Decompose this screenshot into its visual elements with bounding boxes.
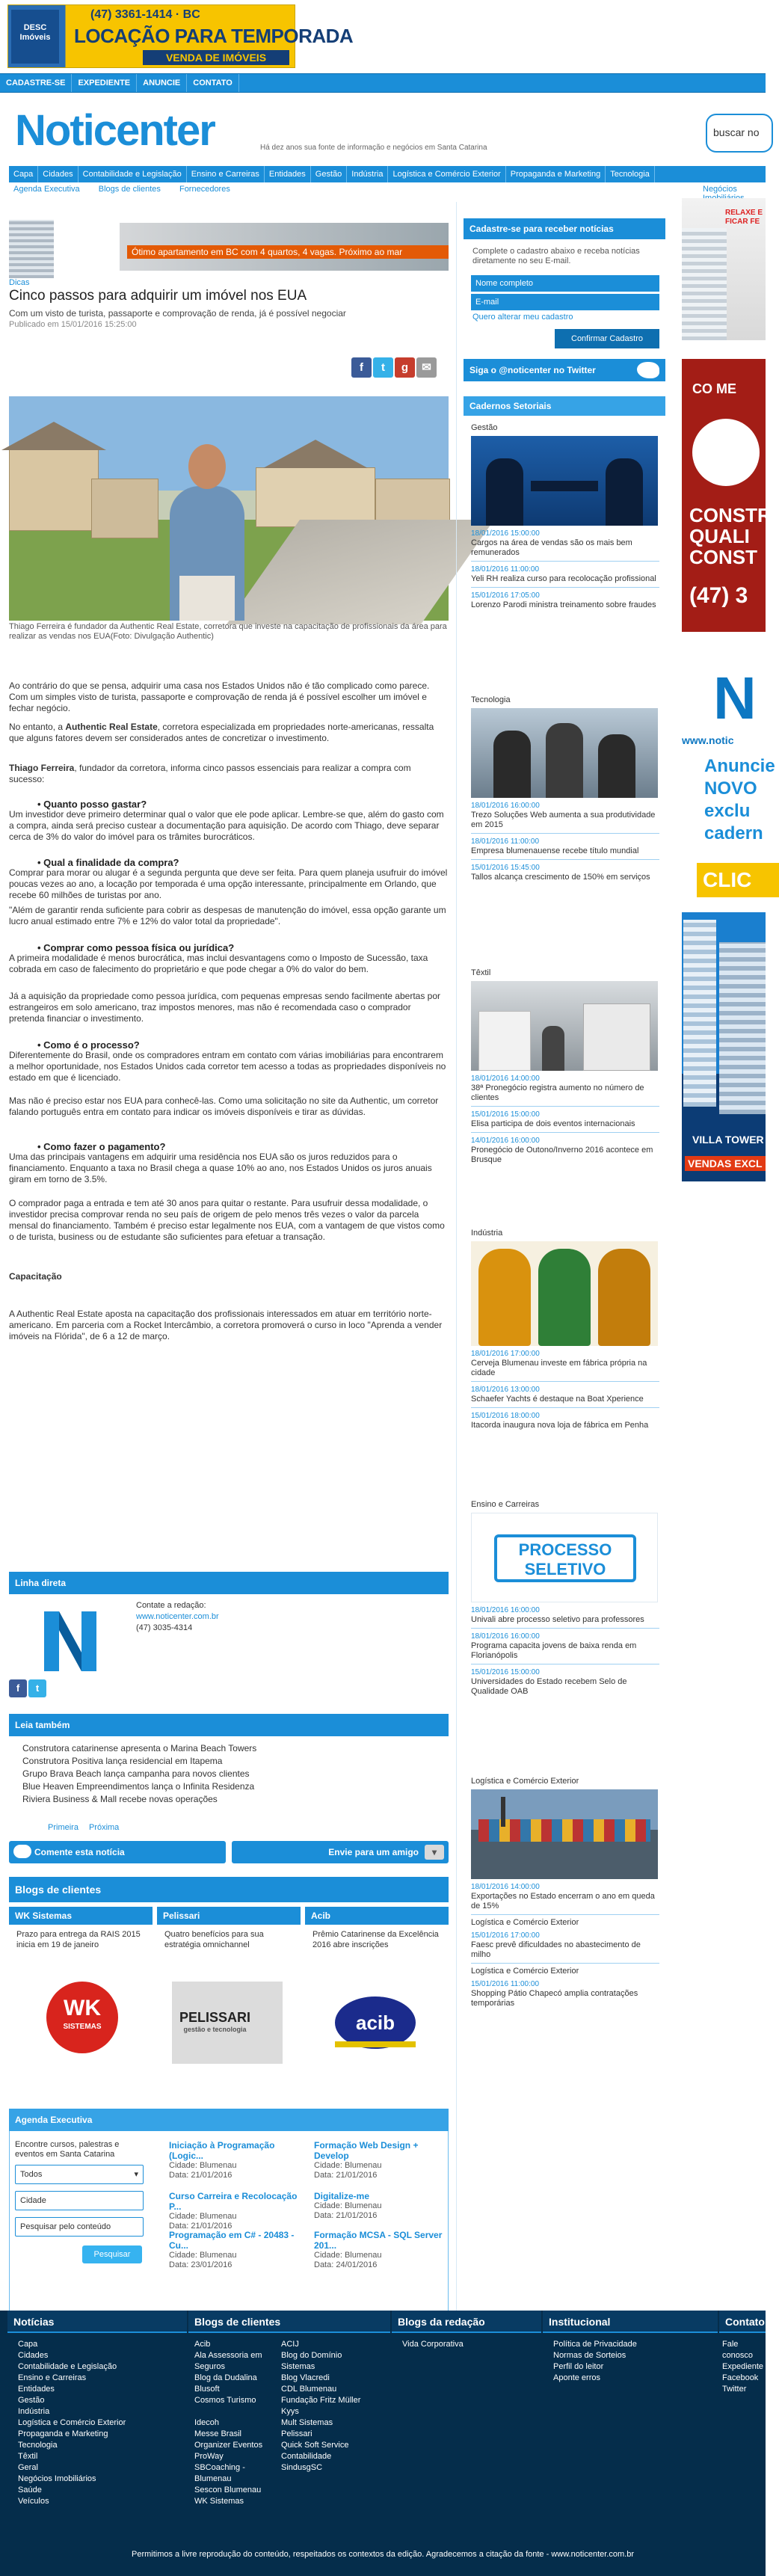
send-label: Envie para um amigo	[328, 1847, 419, 1857]
news-title[interactable]: Programa capacita jovens de baixa renda em Florianópolis	[471, 1641, 637, 1660]
event-city: Cidade: Blumenau	[169, 2212, 237, 2221]
news-date: 18/01/2016 15:00:00	[471, 529, 540, 538]
news-title[interactable]: Faesc prevê dificuldades no abastecimento de milho	[471, 1940, 641, 1959]
article-paragraph: A primeira modalidade é menos burocrática, mas inclui desvantagens como o Imposto de Sucessão, taxa cobrada em caso de falecimento do proprietário e que pode chegar a 0% do valor do bem.	[9, 953, 428, 974]
select-value: Todos	[20, 2170, 43, 2179]
article-paragraph: Uma das principais vantagens em adquirir uma residência nos EUA são os juros reduzidos para o financiamento. Enquanto a taxa no Brasil chega a quase 10% ao ano, nos Estados Unidos os juros anuais giram em torno de 3.5%.	[9, 1152, 432, 1184]
processo-seletivo-image[interactable]	[471, 1513, 658, 1602]
email-icon[interactable]: ✉	[416, 357, 437, 378]
person-name: Thiago Ferreira	[9, 763, 75, 773]
cat-contabilidade[interactable]: Contabilidade e Legislação	[78, 166, 187, 182]
linha-direta-heading: Linha direta	[9, 1572, 449, 1594]
footer-link[interactable]: SindusgSC	[281, 2463, 323, 2472]
facebook-icon[interactable]: f	[9, 1679, 27, 1697]
footer-link[interactable]: Gestão	[18, 2396, 45, 2405]
event-city: Cidade: Blumenau	[169, 2161, 237, 2170]
footer-heading: Blogs da redação	[392, 2311, 541, 2333]
beer-bottles-photo[interactable]	[471, 1241, 658, 1346]
footer-link[interactable]: Propaganda e Marketing	[18, 2429, 108, 2438]
news-title[interactable]: 38ª Pronegócio registra aumento no número de clientes	[471, 1083, 644, 1102]
blog-name[interactable]: Acib	[305, 1907, 449, 1925]
sector-title[interactable]: Têxtil	[471, 968, 491, 977]
footer-link[interactable]: Quick Soft Service	[281, 2441, 349, 2450]
agenda-heading: Agenda Executiva	[9, 2109, 449, 2131]
q-text: Quanto posso gastar?	[43, 799, 147, 810]
footer-link[interactable]: Indústria	[18, 2407, 50, 2416]
blogs-heading: Blogs de clientes	[9, 1877, 449, 1902]
event-title[interactable]: Programação em C# - 20483 - Cu...	[169, 2230, 295, 2251]
leia-tambem-heading: Leia também	[9, 1714, 449, 1736]
news-date: 15/01/2016 15:00:00	[471, 1110, 540, 1119]
footer-heading: Blogs de clientes	[188, 2311, 390, 2333]
footer-link[interactable]: CDL Blumenau	[281, 2385, 337, 2394]
news-title[interactable]: Empresa blumenauense recebe título mundial	[471, 846, 639, 855]
event-date: Data: 21/01/2016	[169, 2171, 233, 2180]
footer-link[interactable]: Tecnologia	[18, 2441, 58, 2450]
footer-link[interactable]: Negócios Imobiliários	[18, 2474, 96, 2483]
event-item[interactable]	[169, 2140, 304, 2180]
news-title[interactable]: Tallos alcança crescimento de 150% em serviços	[471, 873, 650, 882]
footer-link[interactable]: Cidades	[18, 2351, 49, 2360]
nav-expediente[interactable]: EXPEDIENTE	[72, 74, 137, 92]
event-date: Data: 24/01/2016	[314, 2260, 378, 2269]
event-title[interactable]: Formação MCSA - SQL Server 201...	[314, 2230, 443, 2251]
news-title[interactable]: Shopping Pátio Chapecó amplia contratações temporárias	[471, 1989, 638, 2008]
news-title[interactable]: Universidades do Estado recebem Selo de Qualidade OAB	[471, 1677, 627, 1696]
news-title[interactable]: Itacorda inaugura nova loja de fábrica em Penha	[471, 1421, 649, 1430]
event-title[interactable]: Digitalize-me	[314, 2191, 370, 2201]
contact-phone: (47) 3035-4314	[136, 1623, 193, 1632]
sector-title[interactable]: Ensino e Carreiras	[471, 1500, 540, 1509]
speech-bubble-icon	[13, 1845, 31, 1858]
ad-subheadline: VENDA DE IMÓVEIS	[143, 50, 289, 65]
text: , corretora especializada em propriedades norte-americanas, ressalta que alguns fatores devem ser considerados antes de concretizar o investimento.	[9, 722, 434, 743]
footer-link[interactable]: Saúde	[18, 2486, 42, 2494]
text: No entanto, a	[9, 722, 66, 732]
footer-link[interactable]: Veículos	[18, 2497, 49, 2506]
news-title[interactable]: Cargos na área de vendas são os mais bem remunerados	[471, 538, 632, 557]
article-paragraph: Comprar para morar ou alugar é a segunda pergunta que deve ser feita. Para quem planeja usufruir do imóvel poucas vezes ao ano, a locação por temporada é uma opção interessante, principalmente em Orlando, que recebe 60 milhões de turistas por ano.	[9, 867, 448, 900]
footer-heading: Notícias	[7, 2311, 187, 2333]
article-paragraph	[9, 763, 449, 785]
blog-card[interactable]	[9, 1907, 153, 2086]
first-page-link[interactable]: Primeira	[48, 1823, 78, 1832]
cat-ensino[interactable]: Ensino e Carreiras	[187, 166, 265, 182]
cat-industria[interactable]: Indústria	[347, 166, 388, 182]
footer-heading: Institucional	[543, 2311, 718, 2333]
ad-headline: LOCAÇÃO PARA TEMPORADA	[74, 25, 354, 47]
event-date: Data: 21/01/2016	[169, 2222, 233, 2231]
news-date: 15/01/2016 15:45:00	[471, 864, 540, 872]
wk-sistemas-logo	[24, 1982, 135, 2064]
footer-link[interactable]: Blog do Domínio Sistemas	[281, 2351, 342, 2371]
article-subtitle: Com um visto de turista, passaporte e comprovação de renda, já é possível negociar	[9, 308, 346, 319]
footer-link[interactable]: Política de Privacidade	[553, 2340, 637, 2349]
footer-link[interactable]: Cosmos Turismo	[194, 2396, 256, 2405]
acib-logo-text: acib	[335, 1996, 416, 2049]
footer-link[interactable]: Blog da Dudalina	[194, 2373, 257, 2382]
cat-logistica[interactable]: Logística e Comércio Exterior	[388, 166, 505, 182]
subnav-blogs[interactable]: Blogs de clientes	[98, 185, 161, 194]
copyright-notice: Permitimos a livre reprodução do conteúdo, respeitados os contextos da edição. Agradecemos a citação da fonte - www.noticenter.com.br	[132, 2550, 634, 2559]
search-input[interactable]: buscar no	[706, 114, 773, 153]
blog-card[interactable]	[157, 1907, 301, 2086]
footer-link[interactable]: Pelissari	[281, 2429, 312, 2438]
newsletter-heading: Cadastre-se para receber notícias	[464, 218, 665, 239]
newsletter-email-input[interactable]: E-mail	[471, 294, 659, 310]
sector-block-gestao	[471, 423, 659, 610]
sector-block-tecnologia	[471, 695, 659, 882]
nav-anuncie[interactable]: ANUNCIE	[137, 74, 187, 92]
subnav-agenda[interactable]: Agenda Executiva	[13, 185, 80, 194]
newsletter-intro: Complete o cadastro abaixo e receba notícias diretamente no seu E-mail.	[472, 247, 640, 265]
sector-title[interactable]: Logística e Comércio Exterior	[471, 1918, 579, 1927]
news-date: 18/01/2016 13:00:00	[471, 1386, 540, 1394]
footer-link[interactable]: Ala Assessoria em Seguros	[194, 2351, 262, 2371]
footer-link[interactable]: Fundação Fritz Müller	[281, 2396, 361, 2405]
related-list	[22, 1742, 441, 1806]
apartment-ad-text: Ótimo apartamento em BC com 4 quartos, 4 vagas. Próximo ao mar	[127, 245, 449, 259]
event-title[interactable]: Curso Carreira e Recolocação P...	[169, 2191, 298, 2212]
related-item[interactable]: Construtora Positiva lança residencial em Itapema	[22, 1756, 223, 1766]
wk-logo-text: WK	[64, 1996, 101, 2020]
question-heading: • Comprar como pessoa física ou jurídica?	[37, 942, 235, 953]
noticenter-n-logo	[40, 1608, 100, 1675]
agenda-search-input[interactable]: Pesquisar pelo conteúdo	[15, 2217, 144, 2237]
publish-date: Publicado em 15/01/2016 15:25:00	[9, 320, 137, 329]
footer-link[interactable]: Perfil do leitor	[553, 2362, 604, 2371]
blog-text[interactable]: Quatro benefícios para sua estratégia omnichannel	[164, 1930, 264, 1949]
article-paragraph	[9, 722, 449, 744]
nav-cadastre[interactable]: CADASTRE-SE	[0, 74, 72, 92]
news-date: 18/01/2016 17:00:00	[471, 1350, 540, 1358]
event-item[interactable]	[314, 2140, 449, 2180]
ad-phone: (47) 3	[689, 583, 748, 608]
footer-link[interactable]: Organizer Eventos	[194, 2441, 263, 2450]
news-date: 18/01/2016 16:00:00	[471, 1606, 540, 1614]
footer-link[interactable]: Messe Brasil	[194, 2429, 241, 2438]
ad-url: www.notic	[682, 734, 734, 746]
twitter-icon[interactable]: t	[373, 357, 393, 378]
text: , fundador da corretora, informa cinco passos essenciais para realizar a compra com sucesso:	[9, 763, 411, 784]
news-date: 18/01/2016 11:00:00	[471, 565, 540, 574]
footer-col-noticias	[7, 2311, 187, 2535]
top-banner-ad[interactable]	[7, 4, 354, 68]
twitter-icon[interactable]: t	[28, 1679, 46, 1697]
sector-title[interactable]: Tecnologia	[471, 695, 511, 704]
footer-link[interactable]: Idecoh	[194, 2418, 220, 2427]
photo-caption: Thiago Ferreira é fundador da Authentic Real Estate, corretora que investe na capacitação de profissionais da área para realizar as vendas nos EUA(Foto: Divulgação Authentic)	[9, 622, 447, 641]
newsletter-submit-button[interactable]: Confirmar Cadastro	[555, 329, 659, 348]
sector-block-logistica	[471, 1777, 659, 2008]
ad-cta-button[interactable]: CLIC	[697, 863, 779, 897]
news-title[interactable]: Elisa participa de dois eventos internacionais	[471, 1119, 635, 1128]
cat-tecnologia[interactable]: Tecnologia	[606, 166, 655, 182]
news-title[interactable]: Yeli RH realiza curso para recolocação profissional	[471, 574, 656, 583]
next-page-link[interactable]: Próxima	[88, 1823, 120, 1832]
footer-link[interactable]: Têxtil	[18, 2452, 38, 2461]
agenda-city-input[interactable]: Cidade	[15, 2191, 144, 2210]
sector-title[interactable]: Logística e Comércio Exterior	[471, 1777, 579, 1786]
footer-link[interactable]: Acib	[194, 2340, 211, 2349]
related-item[interactable]: Construtora catarinense apresenta o Marina Beach Towers	[22, 1743, 257, 1753]
facebook-icon[interactable]: f	[351, 357, 372, 378]
top-nav	[0, 73, 766, 93]
chevron-down-icon: ▾	[134, 2170, 138, 2179]
footer-link[interactable]: Capa	[18, 2340, 38, 2349]
event-item[interactable]	[169, 2191, 304, 2231]
nav-contato[interactable]: CONTATO	[187, 74, 239, 92]
event-city: Cidade: Blumenau	[169, 2251, 237, 2260]
cat-cidades[interactable]: Cidades	[38, 166, 78, 182]
footer-link[interactable]: Normas de Sorteios	[553, 2351, 626, 2360]
footer-heading: Contato	[719, 2311, 766, 2333]
footer-link[interactable]: Kyys	[281, 2407, 299, 2416]
agenda-category-select[interactable]	[15, 2165, 144, 2184]
ad-text: Anuncie NOVO exclu cadern	[704, 756, 775, 843]
news-date: 18/01/2016 16:00:00	[471, 1632, 540, 1641]
article-photo	[9, 396, 449, 621]
contact-label: Contate a redação:	[136, 1601, 206, 1610]
news-title[interactable]: Univali abre processo seletivo para professores	[471, 1615, 644, 1624]
news-title[interactable]: Cerveja Blumenau investe em fábrica própria na cidade	[471, 1359, 647, 1377]
relaxe-ad[interactable]	[682, 198, 766, 340]
google-plus-icon[interactable]: g	[395, 357, 415, 378]
q-text: Como é o processo?	[43, 1039, 140, 1051]
footer-link[interactable]: Mult Sistemas	[281, 2418, 333, 2427]
event-item[interactable]	[314, 2191, 449, 2221]
section-heading: Capacitação	[9, 1271, 62, 1282]
comment-button[interactable]	[9, 1841, 226, 1863]
cat-gestao[interactable]: Gestão	[311, 166, 347, 182]
article-paragraph: O comprador paga a entrada e tem até 30 anos para quitar o restante. Para usufruir dessa modalidade, o investidor precisa comprovar renda no seu país de origem de pelo menos três vezes o valor da parcela mensal do financiamento. Também é preciso estar legalmente nos EUA, com a vantagem de que vistos como o de turista, business ou de estudante são suficientes para efetuar a transação.	[9, 1198, 445, 1242]
news-title[interactable]: Exportações no Estado encerram o ano em queda de 15%	[471, 1892, 655, 1911]
article-paragraph: Ao contrário do que se pensa, adquirir uma casa nos Estados Unidos não é tão complicado como parece. Com um simples visto de turista, passaporte e comprovação de renda já é possível escolher um imóvel e fechar negócio.	[9, 680, 430, 713]
news-date: 14/01/2016 16:00:00	[471, 1137, 540, 1145]
footer-links	[194, 2339, 284, 2507]
villa-tower-ad[interactable]	[682, 912, 766, 1181]
pelissari-logo-text: PELISSARI	[179, 2010, 251, 2025]
pelissari-logo	[172, 1982, 283, 2064]
article-paragraph: Mas não é preciso estar nos EUA para conhecê-las. Como uma solicitação no site da Authentic, um corretor falando português entra em contato para indicar os imóveis disponíveis e tirar as dúvidas.	[9, 1095, 439, 1117]
news-date: 18/01/2016 11:00:00	[471, 837, 540, 846]
news-title[interactable]: Trezo Soluções Web aumenta a sua produtividade em 2015	[471, 811, 656, 829]
processo-seletivo-text: PROCESSO SELETIVO	[494, 1534, 636, 1582]
column-divider	[456, 202, 457, 2311]
event-date: Data: 21/01/2016	[314, 2211, 378, 2220]
article-paragraph: "Além de garantir renda suficiente para cobrir as despesas de manutenção do imóvel, essa opção garante um lucro anual estimado entre 7% e 12% do valor total da propriedade".	[9, 905, 446, 926]
news-date: 15/01/2016 17:00:00	[471, 1931, 540, 1940]
footer-link[interactable]: Contabilidade	[281, 2452, 332, 2461]
event-city: Cidade: Blumenau	[314, 2161, 382, 2170]
noticenter-self-ad[interactable]: N www.notic Anuncie NOVO exclu cadern CLIC	[682, 651, 766, 905]
ad-logo: DESC Imóveis	[11, 10, 59, 64]
news-date: 15/01/2016 17:05:00	[471, 591, 540, 600]
category-nav	[9, 166, 766, 182]
news-title[interactable]: Pronegócio de Outono/Inverno 2016 acontece em Brusque	[471, 1146, 653, 1164]
footer-link[interactable]: Facebook	[722, 2373, 759, 2382]
related-pagination	[48, 1823, 129, 1832]
blog-name[interactable]: WK Sistemas	[9, 1907, 153, 1925]
sector-block-ensino	[471, 1500, 659, 1697]
footer-link[interactable]: Geral	[18, 2463, 38, 2472]
subnav-imobiliarios[interactable]: Negócios	[703, 185, 737, 194]
footer-link[interactable]: Vida Corporativa	[402, 2340, 464, 2349]
footer-links	[392, 2333, 541, 2356]
footer-link[interactable]: Blusoft	[194, 2385, 220, 2394]
footer-link[interactable]: Sescon Blumenau	[194, 2486, 262, 2494]
agenda-intro: Encontre cursos, palestras e eventos em Santa Catarina	[15, 2140, 120, 2159]
send-to-friend-button[interactable]	[232, 1841, 449, 1863]
related-item[interactable]: Riviera Business & Mall recebe novas operações	[22, 1794, 218, 1804]
cat-propaganda[interactable]: Propaganda e Marketing	[506, 166, 606, 182]
construtora-ad[interactable]	[682, 359, 772, 632]
ad-text: VENDAS EXCL	[685, 1156, 766, 1171]
port-photo[interactable]	[471, 1789, 658, 1879]
team-photo[interactable]	[471, 708, 658, 798]
footer-link[interactable]: Entidades	[18, 2385, 55, 2394]
footer-link[interactable]: ProWay	[194, 2452, 224, 2461]
event-city: Cidade: Blumenau	[314, 2201, 382, 2210]
company-name: Authentic Real Estate	[65, 722, 158, 732]
q-text: Como fazer o pagamento?	[43, 1141, 166, 1152]
footer-links	[281, 2339, 363, 2474]
footer-link	[194, 2406, 284, 2417]
sector-block-textil	[471, 968, 659, 1165]
sector-title[interactable]: Logística e Comércio Exterior	[471, 1967, 579, 1976]
newsletter-name-input[interactable]: Nome completo	[471, 275, 659, 292]
building-ad-image[interactable]	[9, 220, 54, 278]
event-date: Data: 21/01/2016	[314, 2171, 378, 2180]
cat-capa[interactable]: Capa	[9, 166, 38, 182]
ad-text: CONSTR QUALI CONST	[689, 504, 772, 568]
agenda-search-button[interactable]: Pesquisar	[82, 2245, 142, 2263]
blog-text[interactable]: Prazo para entrega da RAIS 2015 inicia em 19 de janeiro	[16, 1930, 141, 1949]
sector-title[interactable]: Indústria	[471, 1229, 503, 1238]
logo-text: Noticenter	[15, 106, 215, 155]
news-date: 15/01/2016 15:00:00	[471, 1668, 540, 1676]
chevron-down-icon: ▾	[425, 1845, 444, 1860]
article-title: Cinco passos para adquirir um imóvel nos EUA	[9, 288, 307, 304]
event-item[interactable]	[169, 2230, 304, 2270]
wk-logo-sub: SISTEMAS	[63, 2023, 102, 2031]
apartment-ad[interactable]	[120, 223, 449, 271]
news-date: 18/01/2016 14:00:00	[471, 1883, 540, 1891]
footer-link[interactable]: Logística e Comércio Exterior	[18, 2418, 126, 2427]
event-city: Cidade: Blumenau	[314, 2251, 382, 2260]
ad-text: RELAXE E FICAR FE	[725, 209, 763, 226]
related-item[interactable]: Grupo Brava Beach lança campanha para novos clientes	[22, 1768, 250, 1779]
twitter-follow-text: Siga o @noticenter no Twitter	[469, 365, 596, 375]
change-registration-link[interactable]: Quero alterar meu cadastro	[472, 313, 573, 322]
ad-brand: VILLA TOWER	[692, 1134, 764, 1146]
article-paragraph: Diferentemente do Brasil, onde os compradores entram em contato com várias imobiliárias para encontrarem a melhor oportunidade, nos Estados Unidos cada corretor tem acesso a todas as propriedades disponíveis no estado em que é licenciado.	[9, 1050, 446, 1083]
footer-link[interactable]: WK Sistemas	[194, 2497, 244, 2506]
pelissari-logo-sub: gestão e tecnologia	[183, 2026, 247, 2033]
ad-logo: CO ME	[692, 381, 737, 396]
contact-site[interactable]: www.noticenter.com.br	[136, 1612, 219, 1621]
share-buttons	[351, 357, 445, 380]
q-text: Qual a finalidade da compra?	[43, 857, 179, 868]
news-date: 18/01/2016 16:00:00	[471, 802, 540, 810]
footer-link[interactable]: Blog Vlacredi	[281, 2373, 330, 2382]
twitter-follow-banner[interactable]	[464, 359, 665, 381]
question-heading: • Qual a finalidade da compra?	[37, 857, 179, 868]
share-buttons-small	[9, 1679, 48, 1697]
cat-entidades[interactable]: Entidades	[265, 166, 311, 182]
fair-photo[interactable]	[471, 981, 658, 1071]
news-title[interactable]: Schaefer Yachts é destaque na Boat Xperience	[471, 1395, 644, 1404]
question-heading: • Como é o processo?	[37, 1039, 140, 1051]
event-title[interactable]: Iniciação à Programação (Logic...	[169, 2140, 275, 2161]
footer-link[interactable]: Twitter	[722, 2385, 747, 2394]
footer-col-contato	[719, 2311, 766, 2535]
sector-block-industria	[471, 1229, 659, 1430]
handshake-photo[interactable]	[471, 436, 658, 526]
blog-name[interactable]: Pelissari	[157, 1907, 301, 1925]
article-paragraph: A Authentic Real Estate aposta na capacitação dos profissionais interessados em atuar em território norte-americano. Em parceria com a Rocket Intercâmbio, a corretora promoverá o curso in loco "Aprenda a vender imóveis na Flórida", de 6 a 12 de março.	[9, 1309, 443, 1341]
breadcrumb[interactable]: Dicas	[9, 278, 30, 287]
footer-link[interactable]: Fale conosco	[722, 2340, 753, 2360]
ad-phone: (47) 3361-1414 · BC	[90, 8, 200, 21]
footer-col-blogs	[188, 2311, 390, 2535]
acib-logo	[320, 1982, 431, 2064]
related-item[interactable]: Blue Heaven Empreendimentos lança o Infinita Residenza	[22, 1781, 255, 1792]
comment-label: Comente esta notícia	[34, 1847, 125, 1857]
event-title[interactable]: Formação Web Design + Develop	[314, 2140, 419, 2161]
footer-link[interactable]: Contabilidade e Legislação	[18, 2362, 117, 2371]
sector-title[interactable]: Gestão	[471, 423, 498, 432]
footer-link[interactable]: ACIJ	[281, 2340, 299, 2349]
footer-col-institucional	[543, 2311, 718, 2535]
footer-link[interactable]: SBCoaching - Blumenau	[194, 2463, 245, 2483]
footer-links	[7, 2333, 187, 2513]
subnav-fornecedores[interactable]: Fornecedores	[179, 185, 230, 194]
blog-text[interactable]: Prêmio Catarinense da Excelência 2016 abre inscrições	[312, 1930, 439, 1949]
site-logo[interactable]	[15, 105, 254, 157]
footer-link[interactable]: Ensino e Carreiras	[18, 2373, 87, 2382]
question-heading: • Quanto posso gastar?	[37, 799, 147, 810]
sub-nav	[13, 185, 766, 198]
site-tagline: Há dez anos sua fonte de informação e negócios em Santa Catarina	[260, 144, 487, 152]
article-paragraph: Um investidor deve primeiro determinar qual o valor que ele pode aplicar. Lembre-se que, além do gasto com a compra, ainda será preciso custear a documentação para aquisição. De acordo com Thiago, deve separar cerca de 3% do valor do imóvel para os trâmites burocráticos.	[9, 809, 444, 842]
news-date: 18/01/2016 14:00:00	[471, 1075, 540, 1083]
footer-col-redacao	[392, 2311, 541, 2535]
article-paragraph: Já a aquisição da propriedade como pessoa jurídica, com pequenas empresas sendo facilmente abertas por estrangeiros em solo americano, traz impostos menores, mas não é recomendada caso o comprador pretenda financiar o investimento.	[9, 991, 441, 1024]
footer-link[interactable]: Aponte erros	[553, 2373, 600, 2382]
cadernos-heading: Cadernos Setoriais	[464, 396, 665, 416]
question-heading: • Como fazer o pagamento?	[37, 1141, 166, 1152]
contact-block	[136, 1600, 360, 1634]
twitter-bird-icon	[637, 362, 659, 378]
blog-card[interactable]	[305, 1907, 449, 2086]
footer-link[interactable]: Expediente	[722, 2362, 764, 2371]
news-title[interactable]: Lorenzo Parodi ministra treinamento sobre fraudes	[471, 600, 656, 609]
news-date: 15/01/2016 11:00:00	[471, 1980, 540, 1988]
footer-links	[543, 2333, 718, 2390]
event-date: Data: 23/01/2016	[169, 2260, 233, 2269]
news-date: 15/01/2016 18:00:00	[471, 1412, 540, 1420]
q-text: Comprar como pessoa física ou jurídica?	[43, 942, 235, 953]
event-item[interactable]	[314, 2230, 449, 2270]
footer-links	[719, 2333, 766, 2401]
